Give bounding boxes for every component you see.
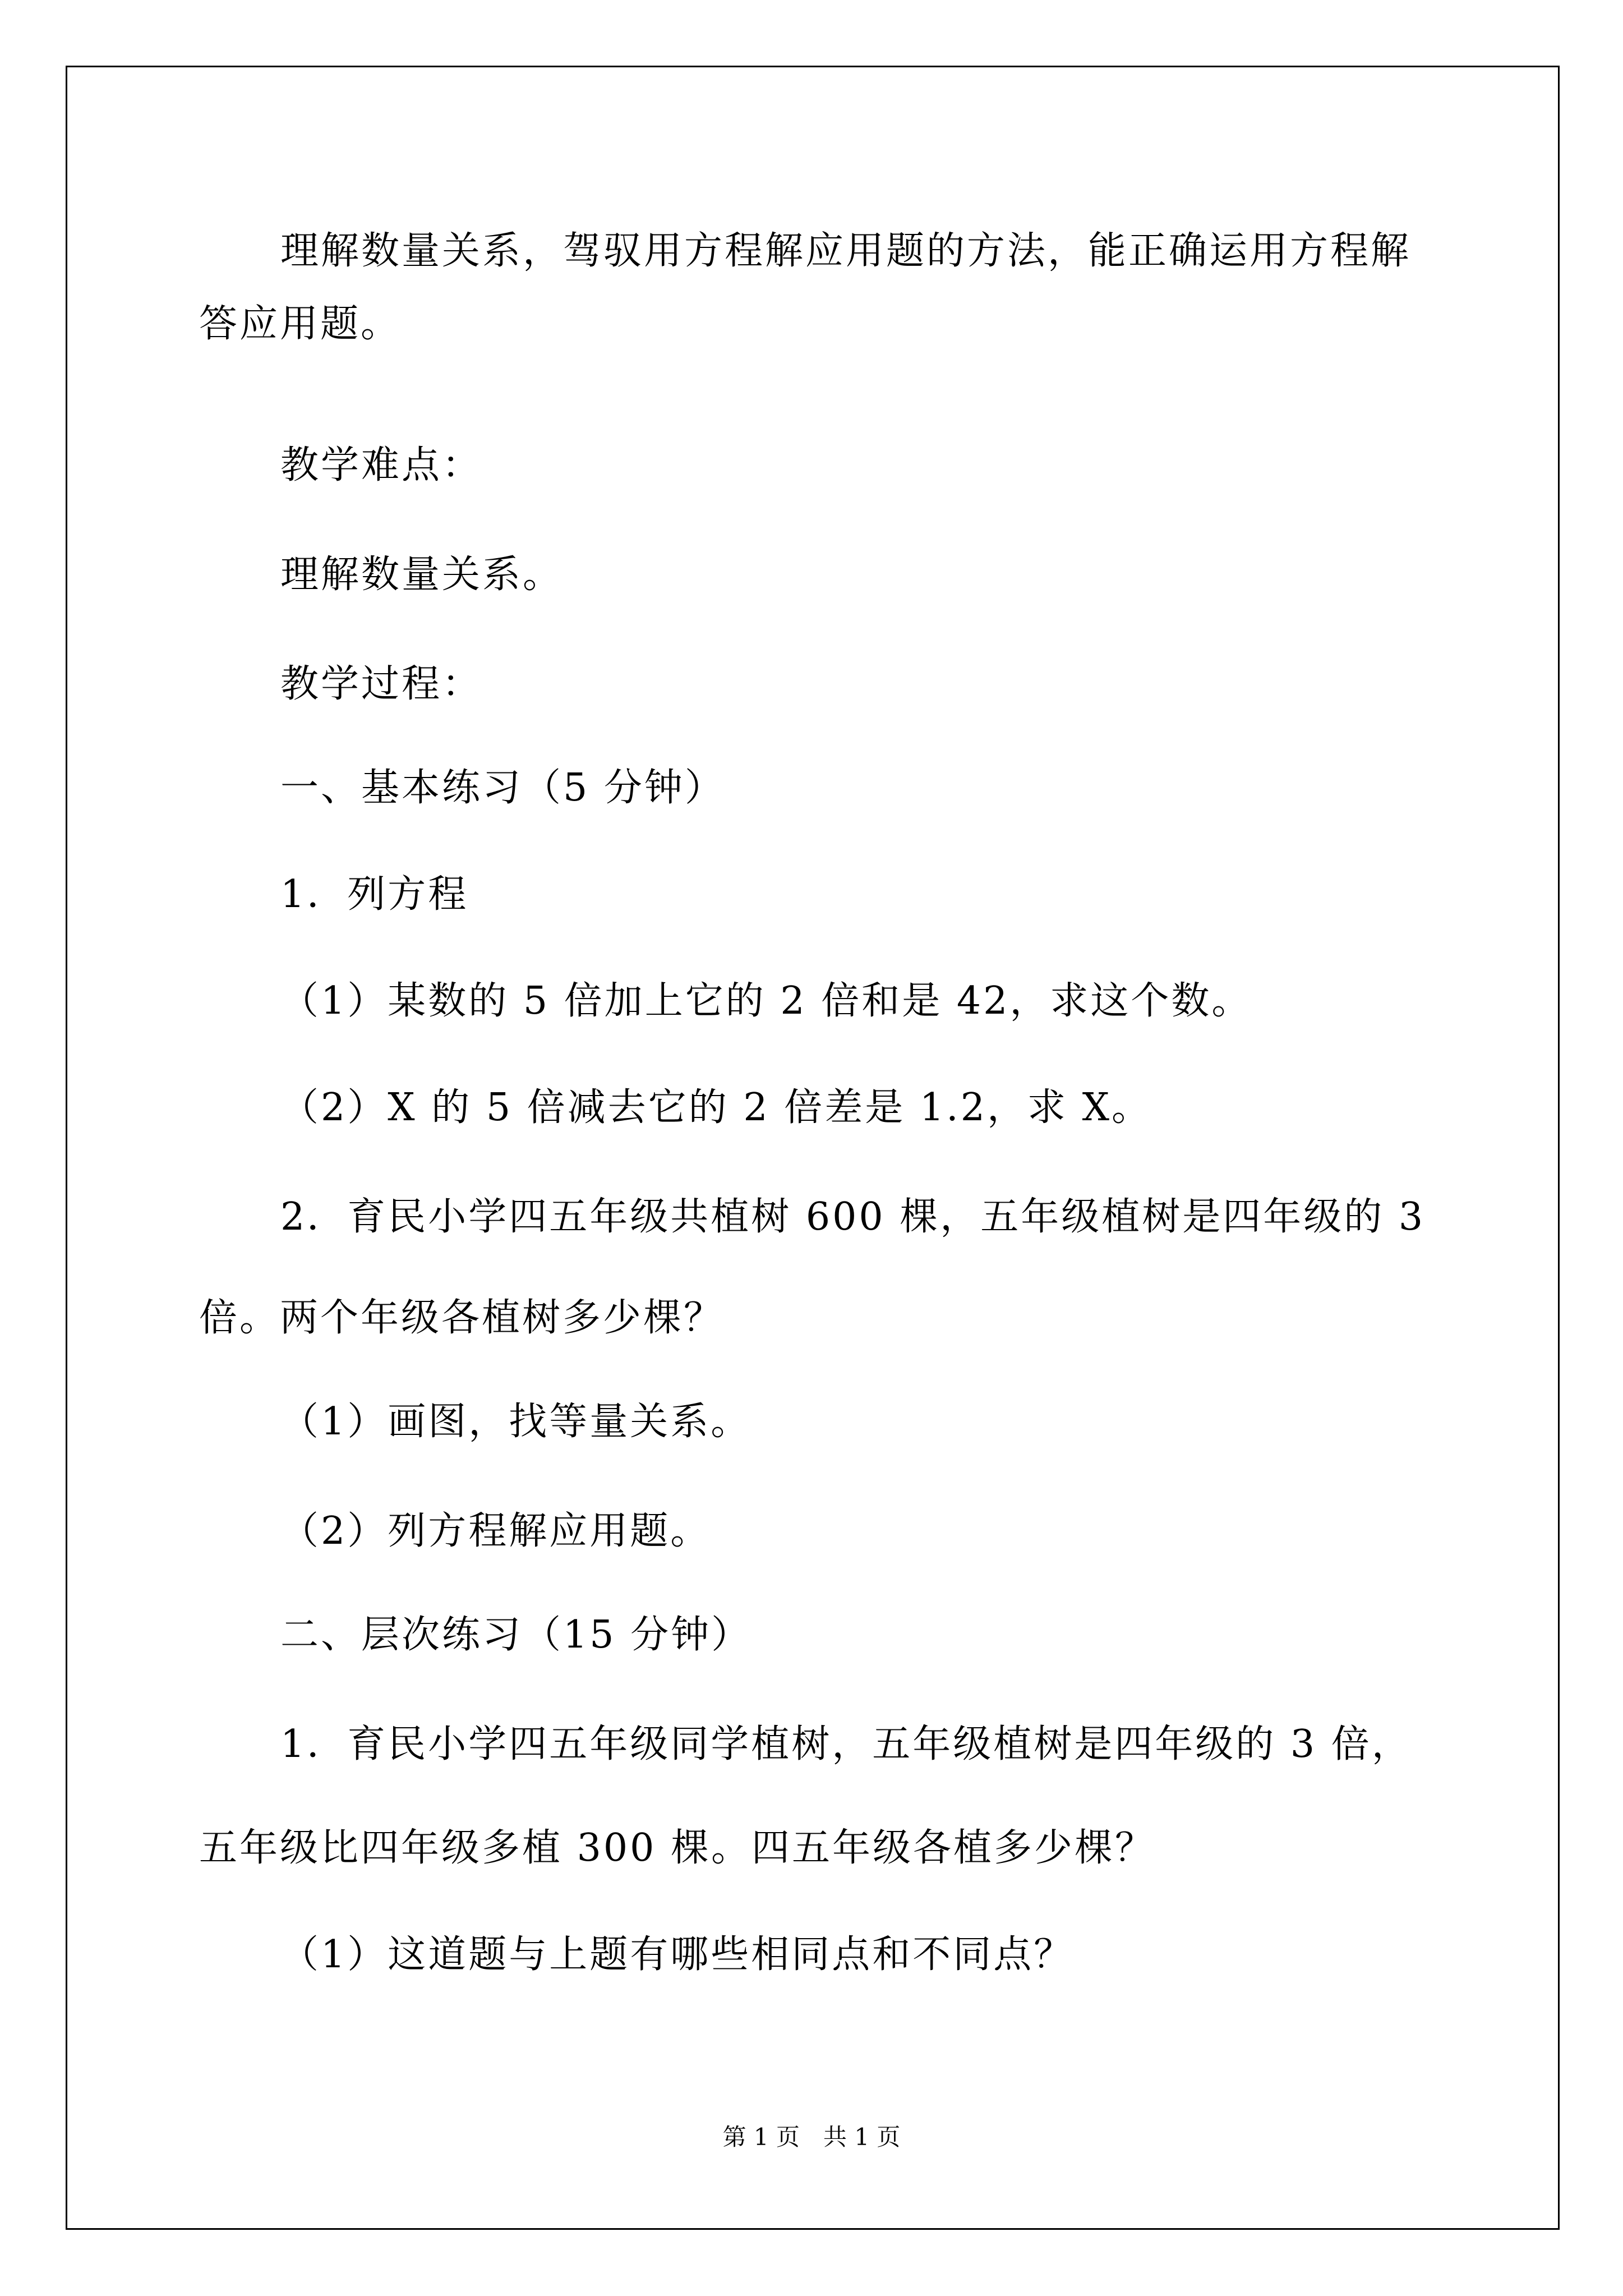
- paragraph-line: （1）某数的 5 倍加上它的 2 倍和是 42，求这个数。: [280, 979, 1252, 1023]
- paragraph-line: （2）列方程解应用题。: [280, 1509, 711, 1553]
- paragraph-line: 教学过程：: [280, 662, 483, 706]
- paragraph-line: 一、基本练习（5 分钟）: [280, 766, 725, 810]
- paragraph-line: （1）这道题与上题有哪些相同点和不同点？: [280, 1932, 1075, 1977]
- paragraph-line: 理解数量关系，驾驭用方程解应用题的方法，能正确运用方程解: [280, 229, 1412, 273]
- paragraph-line: （1）画图，找等量关系。: [280, 1400, 751, 1444]
- paragraph-line: 2．育民小学四五年级共植树 600 棵，五年级植树是四年级的 3: [280, 1195, 1426, 1239]
- paragraph-line: 1．列方程: [280, 872, 469, 917]
- paragraph-line: 理解数量关系。: [280, 553, 564, 597]
- paragraph-line: （2）X 的 5 倍减去它的 2 倍差是 1.2，求 X。: [280, 1085, 1152, 1130]
- paragraph-line: 教学难点：: [280, 443, 483, 487]
- page-footer: 第 1 页 共 1 页: [722, 2123, 901, 2151]
- paragraph-line: 倍。两个年级各植树多少棵？: [199, 1296, 725, 1340]
- paragraph-line: 二、层次练习（15 分钟）: [280, 1613, 752, 1657]
- paragraph-line: 答应用题。: [199, 302, 402, 346]
- paragraph-line: 1．育民小学四五年级同学植树，五年级植树是四年级的 3 倍，: [280, 1722, 1412, 1766]
- paragraph-line: 五年级比四年级多植 300 棵。四五年级各植多少棵？: [199, 1826, 1156, 1870]
- page-border: [66, 66, 1560, 2230]
